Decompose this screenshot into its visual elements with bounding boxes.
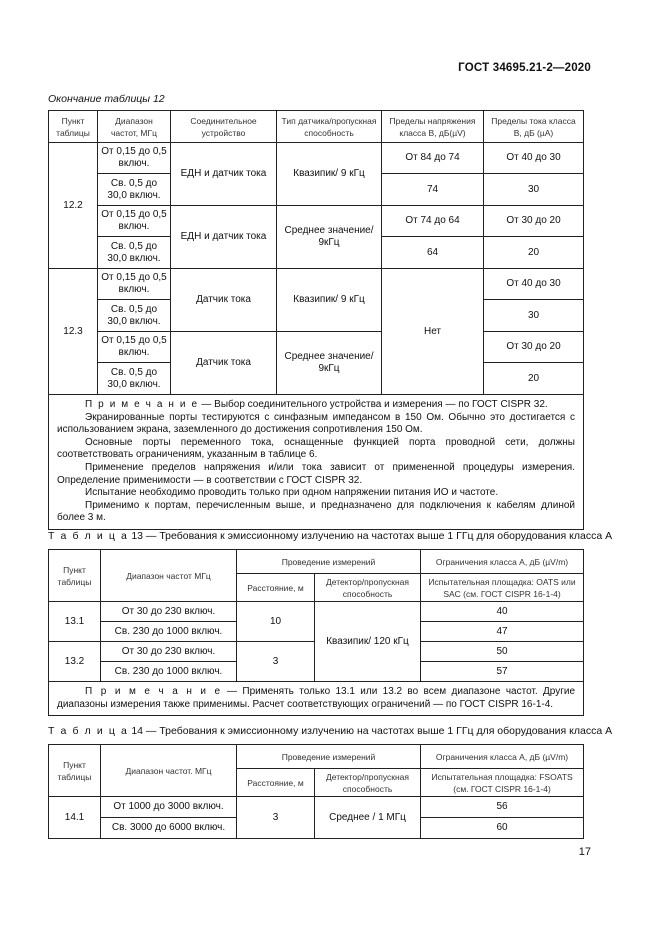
t12-note-p1: — Выбор соединительного устройства и измерения — по ГОСТ CISPR 32. xyxy=(198,399,548,410)
t13-header-site: Испытательная площадка: OATS или SAC (см. ГОСТ CISPR 16-1-4) xyxy=(421,574,584,602)
t14-item-14-1: 14.1 xyxy=(49,797,101,839)
t12-range: Св. 0,5 до 30,0 включ. xyxy=(98,237,171,269)
t12-device: ЕДН и датчик тока xyxy=(171,206,277,269)
table-14-caption-label: Т а б л и ц а xyxy=(48,725,129,737)
table-row xyxy=(49,797,584,818)
t12-header-range: Диапазон частот, МГц xyxy=(98,111,171,143)
t12-device: Датчик тока xyxy=(171,269,277,332)
t13-limit: 47 xyxy=(421,622,584,642)
t13-detector: Квазипик/ 120 кГц xyxy=(315,602,421,682)
t12-note-p5: Испытание необходимо проводить только при одном напряжении питания ИО и частоте. xyxy=(85,487,499,499)
t12-current: 30 xyxy=(484,300,584,332)
t14-limit: 60 xyxy=(421,818,584,839)
t13-header-detector: Детектор/пропускная способность xyxy=(315,574,421,602)
t14-header-measure: Проведение измерений xyxy=(237,745,421,769)
t12-current: 20 xyxy=(484,237,584,269)
t12-range: От 0,15 до 0,5 включ. xyxy=(98,143,171,174)
t14-detector: Среднее / 1 МГц xyxy=(315,797,421,839)
table-14-caption-text: 14 — Требования к эмиссионному излучению на частотах выше 1 ГГц для оборудования класса А xyxy=(128,725,613,737)
table-row xyxy=(49,269,584,300)
t13-limit: 50 xyxy=(421,642,584,662)
t12-range: От 0,15 до 0,5 включ. xyxy=(98,332,171,363)
t12-detector: Квазипик/ 9 кГц xyxy=(277,269,382,332)
t12-header-device: Соединительное устройство xyxy=(171,111,277,143)
t14-distance: 3 xyxy=(237,797,315,839)
table-13-caption-text: 13 — Требования к эмиссионному излучению на частотах выше 1 ГГц для оборудования класса А xyxy=(128,530,613,542)
t14-header-detector: Детектор/пропускная способность xyxy=(315,769,421,797)
t14-range: Св. 3000 до 6000 включ. xyxy=(101,818,237,839)
table-14 xyxy=(48,744,584,839)
page-number: 17 xyxy=(578,846,591,858)
t13-distance: 10 xyxy=(237,602,315,642)
t12-detector: Среднее значение/ 9кГц xyxy=(277,332,382,395)
t12-detector: Квазипик/ 9 кГц xyxy=(277,143,382,206)
t12-header-item: Пункт таблицы xyxy=(49,111,98,143)
t12-note xyxy=(49,395,584,530)
t13-header-range: Диапазон частот МГц xyxy=(101,550,237,602)
t12-range: Св. 0,5 до 30,0 включ. xyxy=(98,363,171,395)
t12-range: Св. 0,5 до 30,0 включ. xyxy=(98,174,171,206)
table-14-caption xyxy=(48,725,612,737)
table-13-caption xyxy=(48,530,612,542)
t14-header-limits: Ограничения класса А, дБ (µV/m) xyxy=(421,745,584,769)
t12-range: Св. 0,5 до 30,0 включ. xyxy=(98,300,171,332)
t12-item-12-2: 12.2 xyxy=(49,143,98,269)
t12-note-p4: Применение пределов напряжения и/или тока зависит от примененной процедуры измерения. Определение применимости — в соответствии с ГОСТ CISPR 32. xyxy=(57,461,575,486)
t13-note xyxy=(49,682,584,716)
t13-header-distance: Расстояние, м xyxy=(237,574,315,602)
t14-header-item: Пункт таблицы xyxy=(49,745,101,797)
t12-header-detector: Тип датчика/пропускная способность xyxy=(277,111,382,143)
t12-range: От 0,15 до 0,5 включ. xyxy=(98,269,171,300)
t12-header-voltage: Пределы напряжения класса В, дБ(µV) xyxy=(382,111,484,143)
t13-item-13-2: 13.2 xyxy=(49,642,101,682)
t14-range: От 1000 до 3000 включ. xyxy=(101,797,237,818)
table-row xyxy=(49,332,584,363)
t13-range: От 30 до 230 включ. xyxy=(101,642,237,662)
t12-current: 20 xyxy=(484,363,584,395)
t12-note-p3: Основные порты переменного тока, оснащенные функцией порта проводной сети, должны соответствовать ограничениям, указанным в таблице 6. xyxy=(57,436,575,461)
t12-note-p6: Применимо к портам, перечисленным выше, и предназначено для подключения к кабелям длиной более 3 м. xyxy=(57,499,575,524)
table-row xyxy=(49,602,584,622)
table-row xyxy=(49,143,584,174)
t13-header-limits: Ограничения класса А, дБ (µV/m) xyxy=(421,550,584,574)
t12-current: От 30 до 20 xyxy=(484,206,584,237)
t12-current: 30 xyxy=(484,174,584,206)
t13-header-measure: Проведение измерений xyxy=(237,550,421,574)
t13-distance: 3 xyxy=(237,642,315,682)
t12-voltage: 74 xyxy=(382,174,484,206)
t13-item-13-1: 13.1 xyxy=(49,602,101,642)
t14-header-distance: Расстояние, м xyxy=(237,769,315,797)
t12-voltage: От 84 до 74 xyxy=(382,143,484,174)
table-12-caption: Окончание таблицы 12 xyxy=(48,93,165,105)
table-13 xyxy=(48,549,584,716)
t14-limit: 56 xyxy=(421,797,584,818)
t13-limit: 40 xyxy=(421,602,584,622)
t14-header-site: Испытательная площадка: FSOATS (см. ГОСТ CISPR 16-1-4) xyxy=(421,769,584,797)
table-13-caption-label: Т а б л и ц а xyxy=(48,530,129,542)
t12-current: От 30 до 20 xyxy=(484,332,584,363)
t14-header-range: Диапазон частот. МГц xyxy=(101,745,237,797)
t12-voltage: Нет xyxy=(382,269,484,395)
t12-item-12-3: 12.3 xyxy=(49,269,98,395)
t13-header-item: Пункт таблицы xyxy=(49,550,101,602)
t12-range: От 0,15 до 0,5 включ. xyxy=(98,206,171,237)
t13-note-label: П р и м е ч а н и е xyxy=(85,686,222,697)
t12-current: От 40 до 30 xyxy=(484,269,584,300)
t12-header-current: Пределы тока класса В, дБ (µA) xyxy=(484,111,584,143)
t12-device: ЕДН и датчик тока xyxy=(171,143,277,206)
table-row xyxy=(49,206,584,237)
t13-range: От 30 до 230 включ. xyxy=(101,602,237,622)
t12-current: От 40 до 30 xyxy=(484,143,584,174)
table-12 xyxy=(48,110,584,530)
t13-limit: 57 xyxy=(421,662,584,682)
t12-voltage: От 74 до 64 xyxy=(382,206,484,237)
t12-note-label: П р и м е ч а н и е xyxy=(85,399,199,410)
t13-note-text: — Применять только 13.1 или 13.2 во всем диапазоне частот. Другие диапазоны измерения также применимы. Расчет соответствующих ограничений — по ГОСТ CISPR 16-1-4. xyxy=(57,686,576,710)
t12-detector: Среднее значение/ 9кГц xyxy=(277,206,382,269)
t12-voltage: 64 xyxy=(382,237,484,269)
t12-device: Датчик тока xyxy=(171,332,277,395)
t12-note-p2: Экранированные порты тестируются с синфазным импедансом в 150 Ом. Обычно это достигается с использованием экрана, заземленного до достижения сопротивления 150 Ом. xyxy=(57,411,575,436)
t13-range: Св. 230 до 1000 включ. xyxy=(101,622,237,642)
document-header: ГОСТ 34695.21-2—2020 xyxy=(458,62,591,74)
t13-range: Св. 230 до 1000 включ. xyxy=(101,662,237,682)
